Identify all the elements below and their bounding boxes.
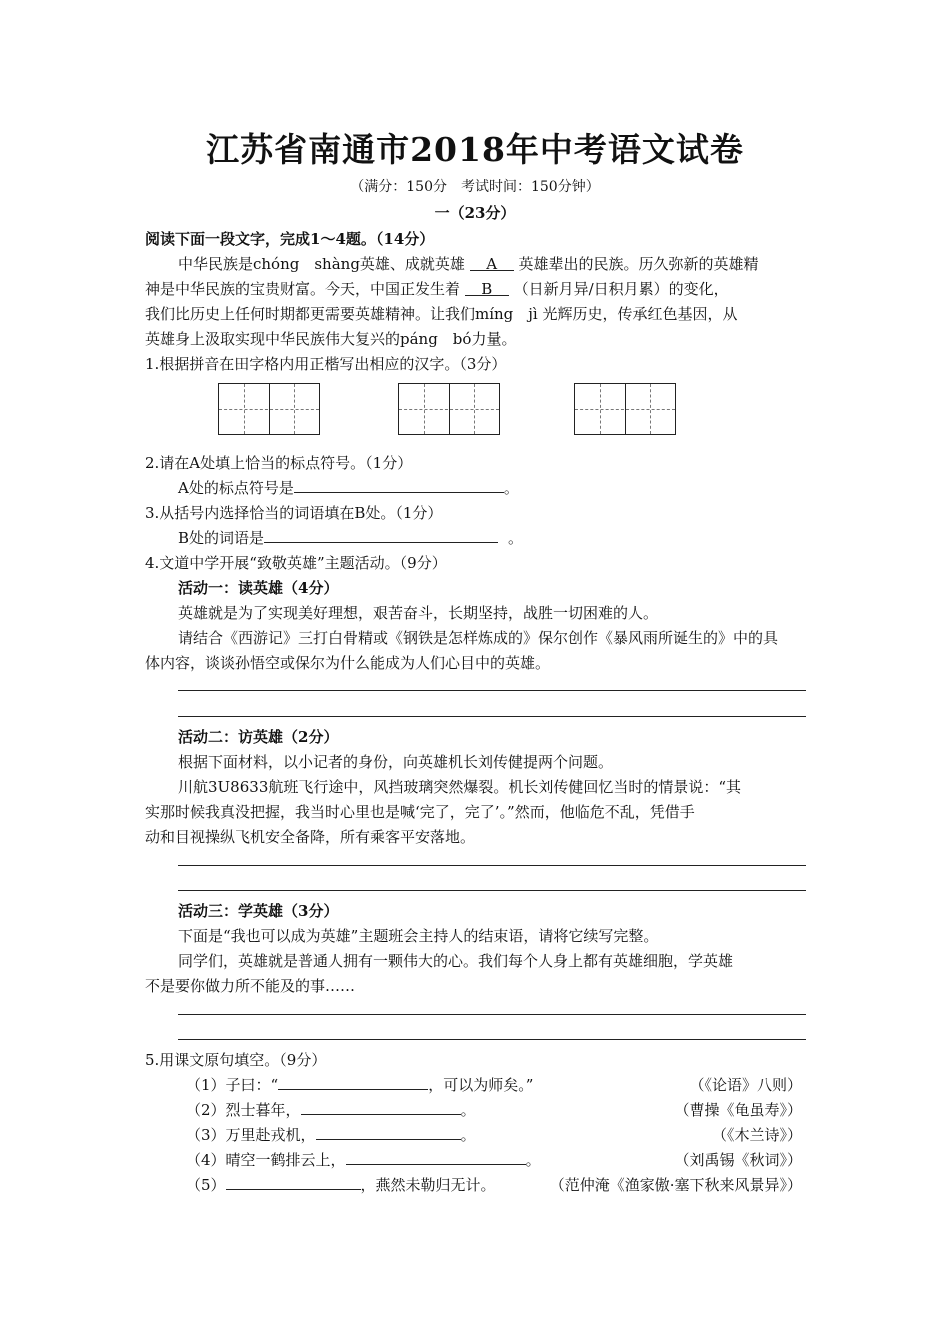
- question-1: 1.根据拼音在田字格内用正楷写出相应的汉字。（3分）: [145, 355, 507, 373]
- passage-text: 英雄辈出的民族。历久弥新的英雄精: [518, 255, 759, 273]
- item-number: （5）: [186, 1176, 226, 1194]
- answer-end: 。: [508, 529, 524, 547]
- item-source: （范仲淹《渔家傲·塞下秋来风景异》）: [549, 1176, 802, 1194]
- activity-2-text: 动和目视操纵飞机安全备降，所有乘客平安落地。: [145, 828, 476, 846]
- answer-line[interactable]: [178, 1039, 806, 1040]
- fill-blank[interactable]: [346, 1149, 526, 1165]
- item-number: （1）: [186, 1076, 226, 1094]
- item-text: 。: [525, 1151, 541, 1169]
- section-heading: 一（23分）: [434, 204, 516, 222]
- activity-3-text: 不是要你做力所不能及的事……: [145, 977, 356, 995]
- activity-3-text: 同学们，英雄就是普通人拥有一颗伟大的心。我们每个人身上都有英雄细胞，学英雄: [178, 952, 734, 970]
- item-source: （《论语》八则）: [689, 1076, 802, 1094]
- activity-1-text: 体内容，谈谈孙悟空或保尔为什么能成为人们心目中的英雄。: [145, 654, 551, 672]
- fill-item-3: [186, 1124, 476, 1145]
- item-text: ，燕然未勒归无计。: [360, 1176, 496, 1194]
- tianzige-grid-1[interactable]: [218, 383, 320, 435]
- item-number: （3）: [186, 1126, 226, 1144]
- activity-2-text: 根据下面材料，以小记者的身份，向英雄机长刘传健提两个问题。: [178, 753, 614, 771]
- tianzige-grid-3[interactable]: [574, 383, 676, 435]
- activity-1-text: 请结合《西游记》三打白骨精或《钢铁是怎样炼成的》保尔创作《暴风雨所诞生的》中的具: [178, 629, 779, 647]
- page-title: 江苏省南通市2018年中考语文试卷: [206, 130, 744, 169]
- passage-line-2: [145, 278, 729, 299]
- question-2: 2.请在A处填上恰当的标点符号。（1分）: [145, 454, 413, 472]
- passage-line-4: 英雄身上汲取实现中华民族伟大复兴的páng bó力量。: [145, 330, 517, 348]
- item-source: （曹操《龟虽寿》）: [674, 1101, 802, 1119]
- activity-2-text: 实那时候我真没把握，我当时心里也是喊‘完了，完了’。”然而，他临危不乱，凭借手: [145, 803, 695, 821]
- fill-item-5: [186, 1174, 496, 1195]
- item-source: （《木兰诗》）: [711, 1126, 802, 1144]
- passage-line-1: [178, 253, 759, 274]
- item-number: （2）: [186, 1101, 226, 1119]
- question-3: 3.从括号内选择恰当的词语填在B处。（1分）: [145, 504, 443, 522]
- item-number: （4）: [186, 1151, 226, 1169]
- passage-text: 中华民族是chóng shàng英雄、成就英雄: [178, 255, 465, 273]
- blank-b[interactable]: B: [465, 280, 509, 296]
- item-text: 。: [460, 1101, 476, 1119]
- item-text: ，可以为师矣。”: [428, 1076, 534, 1094]
- passage-text: （日新月异/日积月累）的变化，: [513, 280, 729, 298]
- item-source: （刘禹锡《秋词》）: [674, 1151, 802, 1169]
- activity-2-heading: 活动二：访英雄（2分）: [178, 728, 339, 746]
- answer-blank-q2[interactable]: [294, 477, 504, 493]
- fill-item-1: [186, 1074, 533, 1095]
- item-text: 晴空一鹤排云上，: [225, 1151, 346, 1169]
- item-text: 万里赴戎机，: [225, 1126, 316, 1144]
- question-4: 4.文道中学开展“致敬英雄”主题活动。（9分）: [145, 554, 447, 572]
- fill-blank[interactable]: [301, 1099, 461, 1115]
- exam-info: （满分：150分 考试时间：150分钟）: [350, 179, 600, 195]
- tianzige-grid-2[interactable]: [398, 383, 500, 435]
- reading-instruction: 阅读下面一段文字，完成1～4题。（14分）: [145, 230, 435, 248]
- item-text: 子曰：“: [225, 1076, 279, 1094]
- blank-a[interactable]: A: [470, 255, 514, 271]
- answer-line[interactable]: [178, 716, 806, 717]
- activity-3-heading: 活动三：学英雄（3分）: [178, 902, 339, 920]
- activity-2-text: 川航3U8633航班飞行途中，风挡玻璃突然爆裂。机长刘传健回忆当时的情景说：“其: [178, 778, 742, 796]
- passage-line-3: 我们比历史上任何时期都更需要英雄精神。让我们míng jì 光辉历史，传承红色基因，从: [145, 305, 738, 323]
- fill-blank[interactable]: [316, 1124, 461, 1140]
- answer-line[interactable]: [178, 1014, 806, 1015]
- answer-prefix: B处的词语是: [178, 529, 265, 547]
- answer-line[interactable]: [178, 865, 806, 866]
- activity-1-text: 英雄就是为了实现美好理想，艰苦奋斗，长期坚持，战胜一切困难的人。: [178, 604, 659, 622]
- answer-line[interactable]: [178, 890, 806, 891]
- question-5: 5.用课文原句填空。（9分）: [145, 1051, 327, 1069]
- question-2-answer: [178, 477, 519, 498]
- answer-line[interactable]: [178, 690, 806, 691]
- fill-item-2: [186, 1099, 476, 1120]
- answer-prefix: A处的标点符号是: [178, 479, 294, 497]
- answer-blank-q3[interactable]: [264, 527, 498, 543]
- activity-3-text: 下面是“我也可以成为英雄”主题班会主持人的结束语，请将它续写完整。: [178, 927, 659, 945]
- passage-text: 神是中华民族的宝贵财富。今天，中国正发生着: [145, 280, 461, 298]
- item-text: 。: [460, 1126, 476, 1144]
- fill-blank[interactable]: [278, 1074, 428, 1090]
- fill-item-4: [186, 1149, 541, 1170]
- answer-end: 。: [503, 479, 519, 497]
- fill-blank[interactable]: [226, 1174, 361, 1190]
- item-text: 烈士暮年，: [225, 1101, 301, 1119]
- question-3-answer: [178, 527, 523, 548]
- activity-1-heading: 活动一：读英雄（4分）: [178, 579, 339, 597]
